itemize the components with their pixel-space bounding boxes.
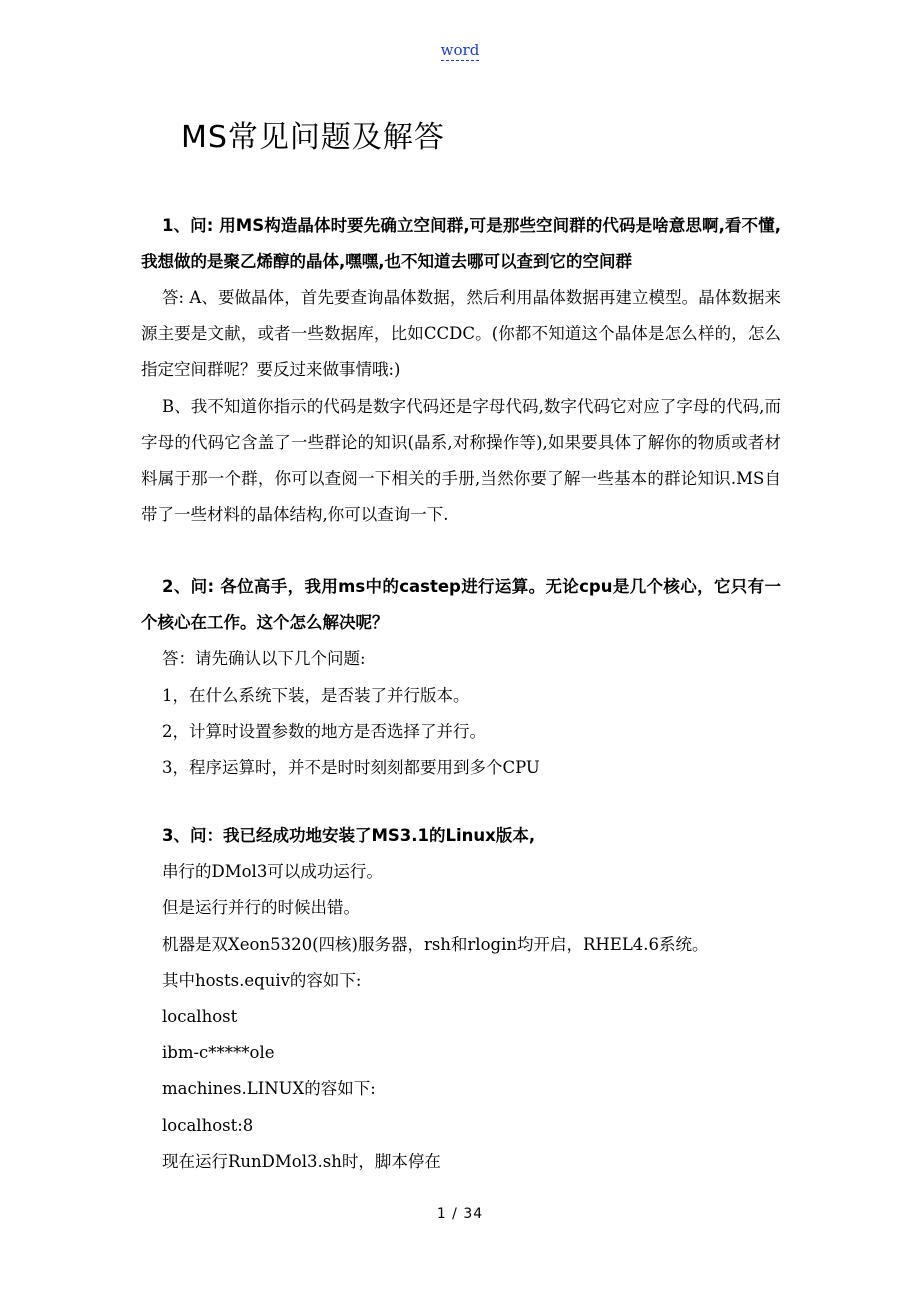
spacer <box>141 533 781 569</box>
answer-2-intro: 答：请先确认以下几个问题: <box>162 649 366 669</box>
question-3-line: 串行的DMol3可以成功运行。 <box>162 862 383 882</box>
question-1: 1、问: 用MS构造晶体时要先确立空间群,可是那些空间群的代码是啥意思啊,看不懂,我想做的是聚乙烯醇的晶体,嘿嘿,也不知道去哪可以查到它的空间群 <box>141 216 781 271</box>
answer-2-item: 2，计算时设置参数的地方是否选择了并行。 <box>162 721 486 741</box>
question-3-line: ibm-c*****ole <box>162 1043 275 1063</box>
page-title: MS常见问题及解答 <box>181 120 445 155</box>
question-3-line: 机器是双Xeon5320(四核)服务器，rsh和rlogin均开启，RHEL4.6系统。 <box>162 934 709 954</box>
answer-2-item: 3，程序运算时，并不是时时刻刻都要用到多个CPU <box>162 758 540 778</box>
question-3-line: 现在运行RunDMol3.sh时，脚本停在 <box>162 1151 441 1171</box>
page-number: 1 / 34 <box>436 1206 484 1222</box>
spacer <box>141 786 781 818</box>
answer-1a: 答: A、要做晶体，首先要查询晶体数据，然后利用晶体数据再建立模型。晶体数据来源主要是文献，或者一些数据库，比如CCDC。(你都不知道这个晶体是怎么样的，怎么指定空间群呢？要反过来做事情哦:) <box>141 288 781 380</box>
question-2: 2、问: 各位高手，我用ms中的castep进行运算。无论cpu是几个核心，它只有一个核心在工作。这个怎么解决呢？ <box>141 577 781 633</box>
question-3-line: 但是运行并行的时候出错。 <box>162 898 360 918</box>
header-link-text[interactable]: word <box>440 41 480 59</box>
question-3-line: localhost <box>162 1007 238 1027</box>
document-body <box>141 208 781 1180</box>
question-3: 3、问：我已经成功地安装了MS3.1的Linux版本, <box>162 826 536 846</box>
header-word-link[interactable] <box>0 41 920 59</box>
question-3-line: localhost:8 <box>162 1115 254 1135</box>
answer-1b: B、我不知道你指示的代码是数字代码还是字母代码,数字代码它对应了字母的代码,而字母的代码它含盖了一些群论的知识(晶系,对称操作等),如果要具体了解你的物质或者材料属于那一个群，你可以查阅一下相关的手册,当然你要了解一些基本的群论知识.MS自带了一些材料的晶体结构,你可以查询一下. <box>141 396 781 525</box>
question-3-line: machines.LINUX的容如下: <box>162 1079 376 1099</box>
question-3-line: 其中hosts.equiv的容如下: <box>162 970 362 990</box>
answer-2-item: 1，在什么系统下装，是否装了并行版本。 <box>162 685 470 705</box>
